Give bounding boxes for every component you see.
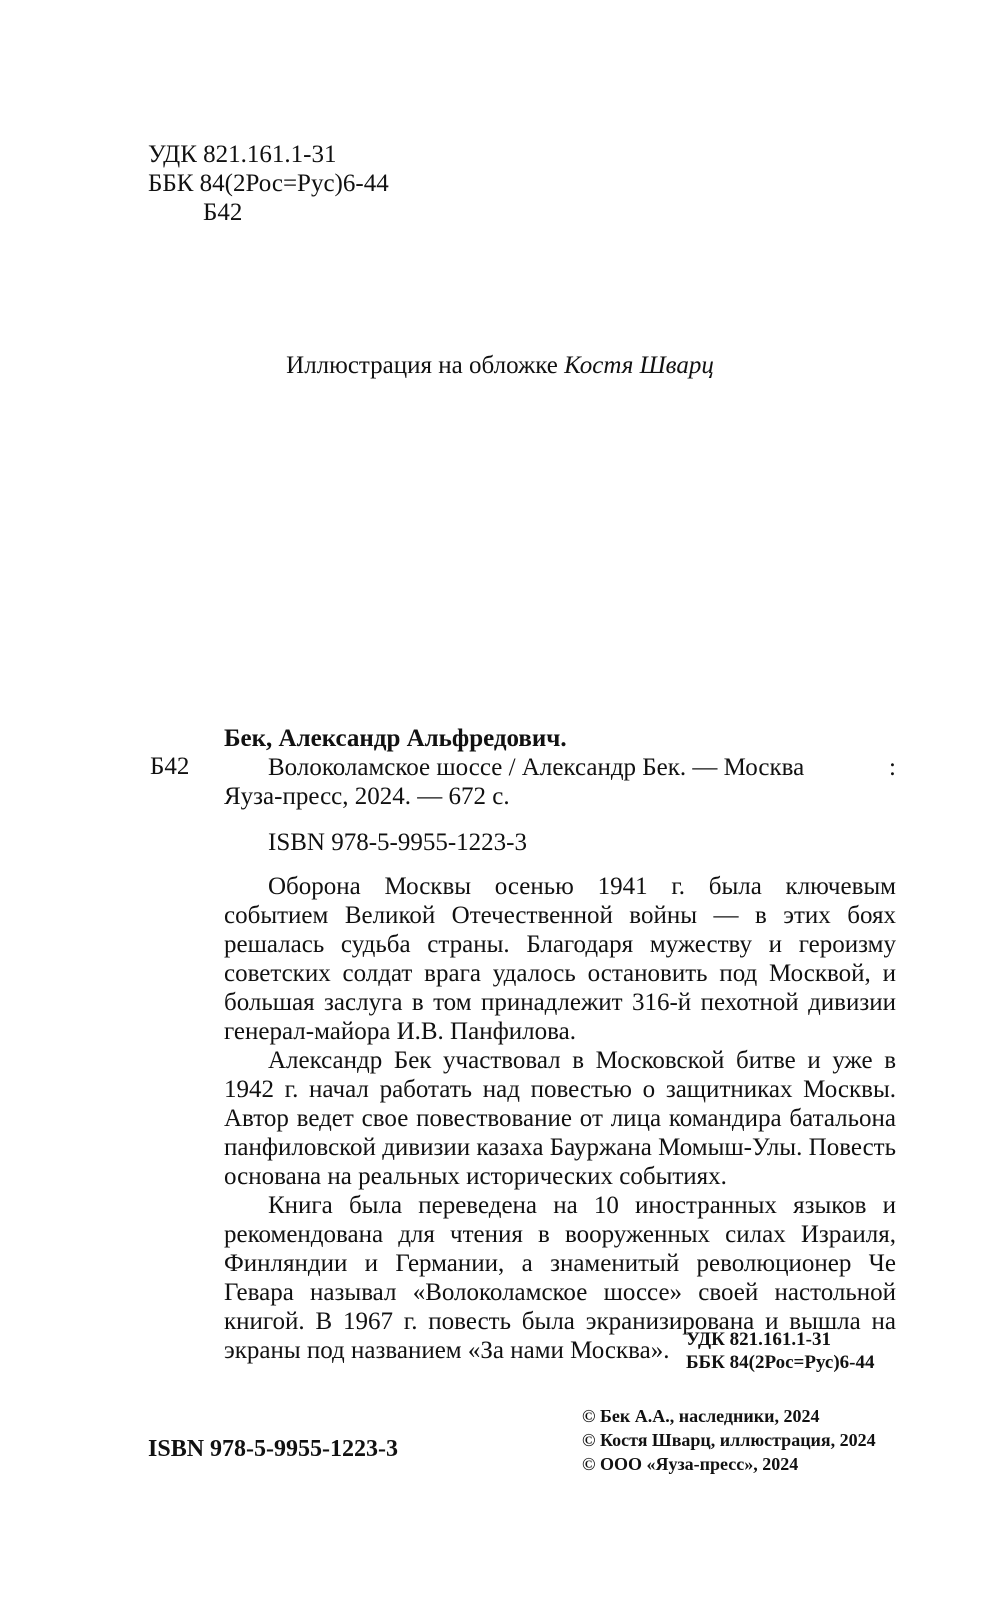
entry-publisher: Яуза-пресс, 2024. — 672 с. (224, 783, 510, 810)
top-classification-codes (148, 140, 389, 227)
bbk-code: ББК 84(2Рос=Рус)6-44 (148, 170, 389, 197)
copyright-line: © Костя Шварц, иллюстрация, 2024 (582, 1430, 876, 1450)
entry-title: Волоколамское шоссе / Александр Бек. — Москва (268, 754, 805, 781)
illustration-credit (0, 352, 1000, 380)
entry-isbn: ISBN 978-5-9955-1223-3 (268, 829, 528, 856)
entry-title-line (224, 753, 896, 782)
copyright-line: © ООО «Яуза-пресс», 2024 (582, 1454, 799, 1474)
illustration-prefix: Иллюстрация на обложке (286, 352, 558, 379)
udk-code: УДК 821.161.1-31 (148, 141, 337, 168)
bottom-udk-code: УДК 821.161.1-31 (686, 1329, 831, 1350)
bibliographic-entry (224, 724, 896, 1365)
illustration-artist: Костя Шварц (564, 352, 714, 379)
bottom-classification-codes (686, 1328, 874, 1374)
annotation (224, 872, 896, 1365)
author-mark: Б42 (203, 199, 243, 226)
entry-author: Бек, Александр Альфредович. (224, 725, 567, 752)
annotation-paragraph: Книга была переведена на 10 иностранных языков и рекомендована для чтения в вооруженных силах Израиля, Финляндии и Германии, а знаменитый революционер Че Гевара называл «Волоколамское шоссе» своей настольной книгой. В 1967 г. повесть была экранизирована и вышла на экраны под названием «За нами Москва». (224, 1192, 896, 1364)
bottom-bbk-code: ББК 84(2Рос=Рус)6-44 (686, 1352, 875, 1373)
annotation-paragraph: Оборона Москвы осенью 1941 г. была ключевым событием Великой Отечественной войны — в этих боях решалась судьба страны. Благодаря мужеству и героизму советских солдат врага удалось остановить под Москвой, и большая заслуга в том принадлежит 316-й пехотной дивизии генерал-майора И.В. Панфилова. (224, 873, 896, 1045)
annotation-paragraph: Александр Бек участвовал в Московской битве и уже в 1942 г. начал работать над повестью о защитниках Москвы. Автор ведет свое повествование от лица командира батальона панфиловской дивизии казаха Бауржана Момыш-Улы. Повесть основана на реальных исторических событиях. (224, 1047, 896, 1190)
copyright-block (582, 1404, 876, 1476)
isbn-bottom: ISBN 978-5-9955-1223-3 (148, 1436, 398, 1462)
entry-title-colon: : (889, 754, 896, 781)
copyright-line: © Бек А.А., наследники, 2024 (582, 1406, 820, 1426)
entry-author-mark: Б42 (150, 753, 190, 780)
